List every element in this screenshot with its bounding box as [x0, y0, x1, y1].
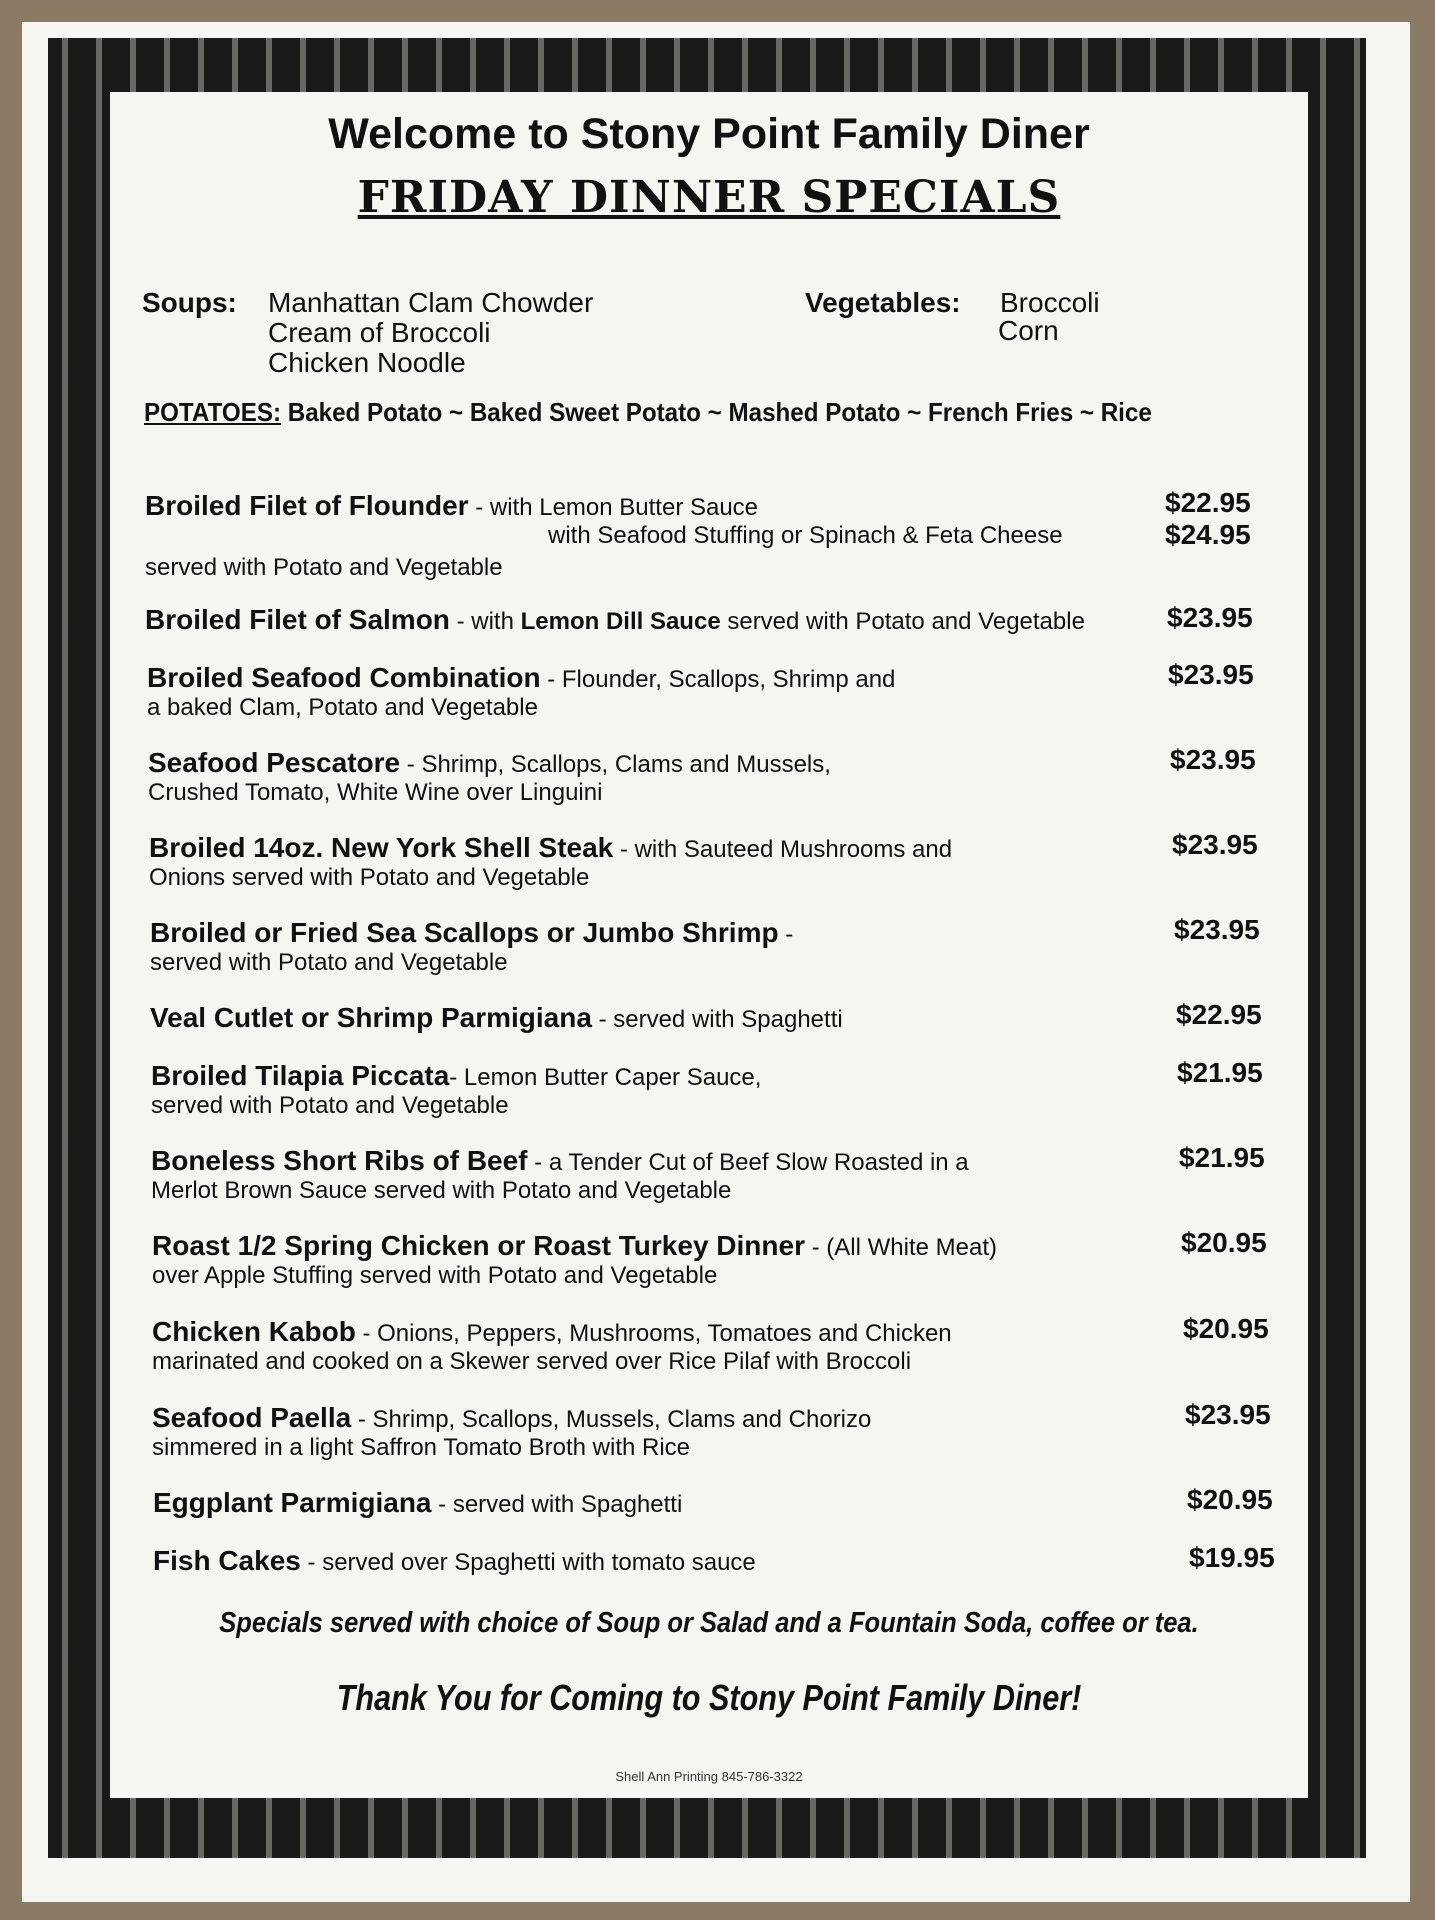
dish-price: $23.95: [1185, 1399, 1271, 1430]
dish-desc: Onions served with Potato and Vegetable: [149, 864, 590, 891]
dish-desc: a baked Clam, Potato and Vegetable: [147, 694, 538, 721]
dish-name: Broiled Tilapia Piccata- Lemon Butter Caper Sauce,: [151, 1060, 762, 1091]
dish-name: Broiled 14oz. New York Shell Steak - with Sauteed Mushrooms and: [149, 832, 953, 863]
dish-desc: Crushed Tomato, White Wine over Linguini: [148, 779, 603, 806]
menu-content: [110, 92, 1308, 1798]
dish-price: $23.95: [1170, 744, 1256, 775]
dish-desc: with Seafood Stuffing or Spinach & Feta Cheese: [548, 522, 1063, 549]
dish-name: Chicken Kabob - Onions, Peppers, Mushrooms, Tomatoes and Chicken: [152, 1316, 952, 1347]
potatoes-label: POTATOES:: [144, 397, 282, 427]
soups-label: Soups:: [142, 287, 237, 318]
dish-name: Broiled Seafood Combination - Flounder, Scallops, Shrimp and: [147, 662, 896, 693]
dish-price: $22.95: [1176, 999, 1262, 1030]
dish-desc: served with Potato and Vegetable: [150, 949, 508, 976]
dish-price: $23.95: [1174, 914, 1260, 945]
dish-name: Broiled Filet of Salmon - with Lemon Dill Sauce served with Potato and Vegetable: [145, 604, 1085, 635]
dish-name: Eggplant Parmigiana - served with Spaghetti: [153, 1487, 683, 1518]
dish-price: $23.95: [1167, 602, 1253, 633]
dish-name: Boneless Short Ribs of Beef - a Tender Cut of Beef Slow Roasted in a: [151, 1145, 969, 1176]
dish-name: Roast 1/2 Spring Chicken or Roast Turkey Dinner - (All White Meat): [152, 1230, 997, 1261]
dish-price: $23.95: [1172, 829, 1258, 860]
dish-price: $20.95: [1183, 1313, 1269, 1344]
potatoes-line: [144, 397, 1152, 428]
dish-name: Fish Cakes - served over Spaghetti with tomato sauce: [153, 1545, 756, 1576]
specials-note: Specials served with choice of Soup or Salad and a Fountain Soda, coffee or tea.: [219, 1607, 1199, 1639]
dish-price: $21.95: [1179, 1142, 1265, 1173]
potatoes-options: Baked Potato ~ Baked Sweet Potato ~ Mashed Potato ~ French Fries ~ Rice: [281, 397, 1152, 427]
dish-name: Veal Cutlet or Shrimp Parmigiana - served with Spaghetti: [150, 1002, 843, 1033]
dish-price: $22.95: [1165, 487, 1251, 518]
welcome-heading: Welcome to Stony Point Family Diner: [328, 110, 1090, 158]
soup-item: Chicken Noodle: [268, 347, 466, 378]
printer-credit: Shell Ann Printing 845-786-3322: [615, 1769, 803, 1784]
dish-desc: served with Potato and Vegetable: [151, 1092, 509, 1119]
dish-price: $19.95: [1189, 1542, 1275, 1573]
dish-desc: over Apple Stuffing served with Potato and Vegetable: [152, 1262, 718, 1289]
dish-name: Broiled or Fried Sea Scallops or Jumbo Shrimp -: [150, 917, 794, 948]
dish-price: $23.95: [1168, 659, 1254, 690]
dish-price: $20.95: [1187, 1484, 1273, 1515]
dish-price: $21.95: [1177, 1057, 1263, 1088]
vegetable-item: Broccoli: [1000, 287, 1100, 318]
dish-desc: simmered in a light Saffron Tomato Broth with Rice: [152, 1434, 691, 1461]
dish-name: Seafood Pescatore - Shrimp, Scallops, Clams and Mussels,: [148, 747, 831, 778]
specials-title: FRIDAY DINNER SPECIALS: [357, 172, 1061, 223]
dish-price: $24.95: [1165, 519, 1251, 550]
vegetables-label: Vegetables:: [805, 287, 961, 318]
soup-item: Cream of Broccoli: [268, 317, 491, 348]
dish-desc: served with Potato and Vegetable: [145, 554, 503, 581]
soup-item: Manhattan Clam Chowder: [268, 287, 594, 318]
dish-desc: marinated and cooked on a Skewer served over Rice Pilaf with Broccoli: [152, 1348, 912, 1375]
dish-desc: Merlot Brown Sauce served with Potato and Vegetable: [151, 1177, 732, 1204]
dish-price: $20.95: [1181, 1227, 1267, 1258]
dish-name: Seafood Paella - Shrimp, Scallops, Mussels, Clams and Chorizo: [152, 1402, 872, 1433]
vegetable-item: Corn: [998, 315, 1059, 346]
thank-you-message: Thank You for Coming to Stony Point Family Diner!: [336, 1677, 1082, 1718]
dish-name: Broiled Filet of Flounder - with Lemon Butter Sauce: [145, 490, 759, 521]
